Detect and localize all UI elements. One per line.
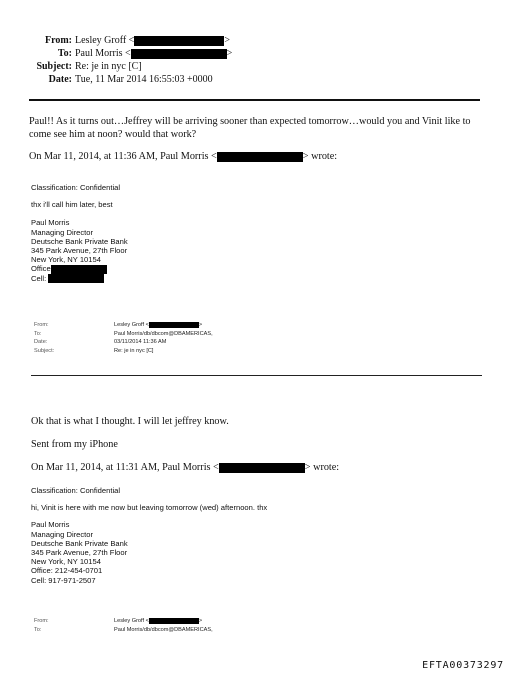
quote-2-sig-cell: Cell: 917-971-2507 bbox=[31, 575, 96, 585]
redaction-box bbox=[149, 618, 199, 624]
meta-1-subject-label: Subject: bbox=[34, 347, 55, 354]
message-1 bbox=[29, 115, 471, 141]
quote-2-sig-title: Managing Director bbox=[31, 529, 94, 539]
quote-1-sig-office: Office bbox=[31, 264, 51, 274]
redaction-box bbox=[48, 274, 104, 283]
quote-1-attribution-end: > wrote: bbox=[302, 151, 338, 162]
redaction-box bbox=[131, 49, 227, 59]
message-1-line-1: Paul!! As it turns out…Jeffrey will be arriving sooner than expected tomorrow…would you and Vinit like to bbox=[29, 116, 471, 127]
quote-1-classification: Classification: Confidential bbox=[31, 183, 121, 192]
meta-1-to-value: Paul Morris/db/dbcom@DBAMERICAS, bbox=[114, 330, 213, 337]
meta-2-to-value: Paul Morris/db/dbcom@DBAMERICAS, bbox=[114, 626, 213, 633]
redaction-box bbox=[51, 265, 107, 274]
quote-2-classification: Classification: Confidential bbox=[31, 486, 121, 495]
header-to-row bbox=[14, 47, 232, 60]
quote-2-meta bbox=[34, 617, 213, 634]
meta-1-from-value: Lesley Groff < bbox=[114, 322, 149, 328]
quote-1-sig-cell-row bbox=[31, 274, 128, 284]
meta-1-to-label: To: bbox=[34, 330, 42, 337]
header-from-close: > bbox=[224, 35, 230, 46]
redaction-box bbox=[219, 463, 305, 473]
quote-1-sig-city: New York, NY 10154 bbox=[31, 255, 101, 265]
quote-2-attribution-start: On Mar 11, 2014, at 11:31 AM, Paul Morris < bbox=[31, 462, 219, 473]
meta-1-subject-value: Re: je in nyc [C] bbox=[114, 347, 154, 354]
meta-2-to-label: To: bbox=[34, 626, 42, 633]
meta-2-from-close: > bbox=[198, 618, 203, 624]
quote-1-message: thx i'll call him later, best bbox=[31, 200, 113, 210]
quote-2-sig-address: 345 Park Avenue, 27th Floor bbox=[31, 548, 128, 558]
quote-1-meta bbox=[34, 321, 213, 355]
header-from-value: Lesley Groff < bbox=[75, 35, 135, 46]
header-subject-row bbox=[14, 60, 232, 73]
header-subject-value: Re: je in nyc [C] bbox=[75, 61, 142, 72]
meta-2-from-value: Lesley Groff < bbox=[114, 618, 149, 624]
message-1-line-2: come see him at noon? would that work? bbox=[29, 129, 197, 140]
document-id: EFTA00373297 bbox=[422, 660, 504, 671]
meta-1-date-label: Date: bbox=[34, 339, 48, 346]
header-from-label: From: bbox=[44, 35, 72, 46]
header-divider bbox=[29, 99, 480, 101]
quote-1-sig-name: Paul Morris bbox=[31, 218, 70, 228]
quote-1-sig-cell: Cell: bbox=[31, 273, 47, 283]
quote-1-sig-address: 345 Park Avenue, 27th Floor bbox=[31, 246, 128, 256]
header-to-value: Paul Morris < bbox=[75, 48, 131, 59]
quote-2-attribution-end: > wrote: bbox=[304, 462, 340, 473]
message-2 bbox=[31, 415, 229, 451]
header-date-value: Tue, 11 Mar 2014 16:55:03 +0000 bbox=[75, 74, 213, 85]
quote-2-sig-company: Deutsche Bank Private Bank bbox=[31, 538, 128, 548]
quote-1-divider bbox=[31, 375, 482, 376]
message-2-line-1: Ok that is what I thought. I will let jeffrey know. bbox=[31, 416, 229, 427]
meta-1-from-label: From: bbox=[34, 322, 49, 328]
message-2-sent: Sent from my iPhone bbox=[31, 439, 118, 450]
email-header bbox=[14, 34, 232, 86]
header-date-row bbox=[14, 73, 232, 86]
quote-2-body bbox=[31, 486, 267, 585]
quote-1-attribution bbox=[29, 150, 337, 163]
redaction-box bbox=[149, 322, 199, 328]
header-from-row bbox=[14, 34, 232, 47]
quote-2-attribution bbox=[31, 461, 339, 474]
quote-2-sig-city: New York, NY 10154 bbox=[31, 557, 101, 567]
quote-2-sig-name: Paul Morris bbox=[31, 520, 70, 530]
meta-2-from-label: From: bbox=[34, 618, 49, 624]
quote-1-sig-company: Deutsche Bank Private Bank bbox=[31, 236, 128, 246]
quote-1-sig-office-row bbox=[31, 264, 128, 274]
redaction-box bbox=[217, 152, 303, 162]
redaction-box bbox=[134, 36, 224, 46]
header-date-label: Date: bbox=[48, 74, 72, 85]
quote-1-sig-title: Managing Director bbox=[31, 227, 94, 237]
header-subject-label: Subject: bbox=[36, 61, 72, 72]
header-to-close: > bbox=[226, 48, 233, 59]
quote-1-attribution-start: On Mar 11, 2014, at 11:36 AM, Paul Morris < bbox=[29, 151, 217, 162]
quote-1-body bbox=[31, 183, 128, 283]
quote-2-sig-office: Office: 212-454-0701 bbox=[31, 566, 103, 576]
quote-2-message: hi, Vinit is here with me now but leaving tomorrow (wed) afternoon. thx bbox=[31, 503, 268, 513]
meta-1-from-close: > bbox=[198, 322, 203, 328]
header-to-label: To: bbox=[57, 48, 72, 59]
meta-1-date-value: 03/11/2014 11:36 AM bbox=[114, 339, 167, 346]
